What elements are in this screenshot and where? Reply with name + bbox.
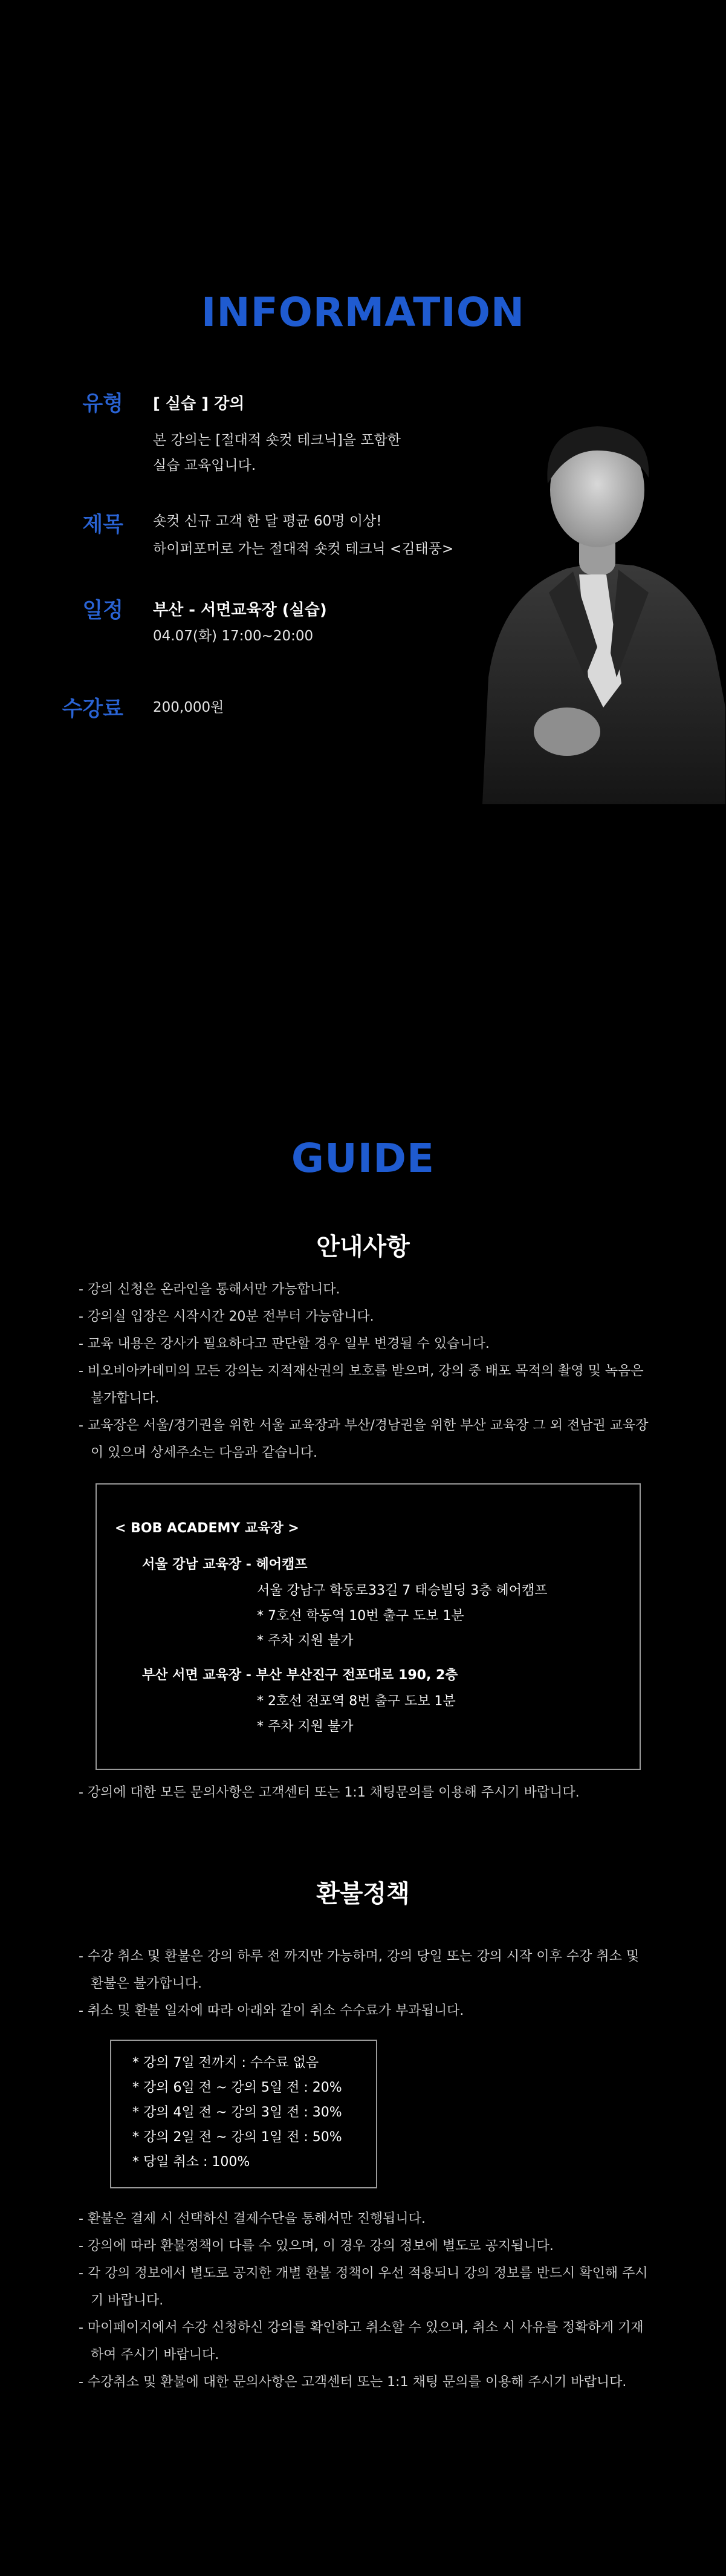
busan-subway: * 2호선 전포역 8번 출구 도보 1분 <box>257 1694 456 1709</box>
guide-heading: GUIDE <box>291 1135 435 1182</box>
fee-value: 200,000원 <box>153 700 224 715</box>
schedule-datetime: 04.07(화) 17:00~20:00 <box>153 628 314 644</box>
fee-row: * 강의 4일 전 ~ 강의 3일 전 : 30% <box>132 2105 342 2120</box>
academy-location-box <box>96 1483 641 1770</box>
list-item: - 취소 및 환불 일자에 따라 아래와 같이 취소 수수료가 부과됩니다. <box>79 2003 464 2018</box>
list-item: - 강의 신청은 온라인을 통해서만 가능합니다. <box>79 1282 340 1297</box>
type-desc-line-1: 본 강의는 [절대적 숏컷 테크닉]을 포함한 <box>153 432 401 448</box>
seoul-location-name: 서울 강남 교육장 - 헤어캠프 <box>142 1557 308 1572</box>
type-desc-line-2: 실습 교육입니다. <box>153 458 256 473</box>
fee-row: * 강의 7일 전까지 : 수수료 없음 <box>132 2055 319 2070</box>
fee-row: * 당일 취소 : 100% <box>132 2155 250 2170</box>
seoul-address: 서울 강남구 학동로33길 7 태승빌딩 3층 헤어캠프 <box>257 1583 548 1598</box>
busan-location-name: 부산 서면 교육장 - 부산 부산진구 전포대로 190, 2층 <box>142 1668 458 1683</box>
instructor-portrait <box>476 393 725 804</box>
refund-heading: 환불정책 <box>316 1880 410 1908</box>
list-item: - 강의에 따라 환불정책이 다를 수 있으며, 이 경우 강의 정보에 별도로 공지됩니다. <box>79 2239 554 2254</box>
notice-list <box>79 1276 653 1466</box>
list-item: - 환불은 결제 시 선택하신 결제수단을 통해서만 진행됩니다. <box>79 2211 426 2226</box>
contact-note: - 강의에 대한 모든 문의사항은 고객센터 또는 1:1 채팅문의를 이용해 주시기 바랍니다. <box>79 1785 580 1800</box>
list-item: - 각 강의 정보에서 별도로 공지한 개별 환불 정책이 우선 적용되니 강의 정보를 반드시 확인해 주시기 바랍니다. <box>79 2266 648 2308</box>
cancellation-fee-box <box>110 2040 377 2188</box>
title-line-1: 숏컷 신규 고객 한 달 평균 60명 이상! <box>153 513 382 529</box>
refund-notes-list <box>79 2205 653 2396</box>
list-item: - 비오비아카데미의 모든 강의는 지적재산권의 보호를 받으며, 강의 중 배포 목적의 촬영 및 녹음은 불가합니다. <box>79 1364 644 1406</box>
list-item: - 수강 취소 및 환불은 강의 하루 전 까지만 가능하며, 강의 당일 또는 강의 시작 이후 수강 취소 및 환불은 불가합니다. <box>79 1949 640 1991</box>
contact-note-list <box>79 1779 653 1806</box>
list-item: - 마이페이지에서 수강 신청하신 강의를 확인하고 취소할 수 있으며, 취소 시 사유를 정확하게 기재하여 주시기 바랍니다. <box>79 2320 644 2363</box>
list-item: - 교육 내용은 강사가 필요하다고 판단할 경우 일부 변경될 수 있습니다. <box>79 1336 490 1351</box>
list-item: - 수강취소 및 환불에 대한 문의사항은 고객센터 또는 1:1 채팅 문의를 이용해 주시기 바랍니다. <box>79 2375 627 2390</box>
list-item: - 강의실 입장은 시작시간 20분 전부터 가능합니다. <box>79 1309 374 1324</box>
schedule-location: 부산 - 서면교육장 (실습) <box>153 601 327 619</box>
notice-heading: 안내사항 <box>316 1233 410 1261</box>
fee-row: * 강의 6일 전 ~ 강의 5일 전 : 20% <box>132 2080 342 2095</box>
title-line-2: 하이퍼포머로 가는 절대적 숏컷 테크닉 <김태풍> <box>153 541 454 557</box>
refund-intro-list <box>79 1943 653 2025</box>
information-heading: INFORMATION <box>201 289 525 336</box>
list-item: - 교육장은 서울/경기권을 위한 서울 교육장과 부산/경남권을 위한 부산 교육장 그 외 전남권 교육장이 있으며 상세주소는 다음과 같습니다. <box>79 1418 649 1460</box>
title-label: 제목 <box>82 513 123 537</box>
fee-row: * 강의 2일 전 ~ 강의 1일 전 : 50% <box>132 2130 342 2145</box>
fee-label: 수강료 <box>62 697 123 721</box>
academy-box-title: < BOB ACADEMY 교육장 > <box>115 1521 299 1536</box>
type-value: [ 실습 ] 강의 <box>153 395 245 413</box>
seoul-subway: * 7호선 학동역 10번 출구 도보 1분 <box>257 1608 464 1624</box>
seoul-parking: * 주차 지원 불가 <box>257 1633 354 1648</box>
schedule-label: 일정 <box>82 599 123 623</box>
busan-parking: * 주차 지원 불가 <box>257 1719 354 1734</box>
type-label: 유형 <box>82 392 123 416</box>
